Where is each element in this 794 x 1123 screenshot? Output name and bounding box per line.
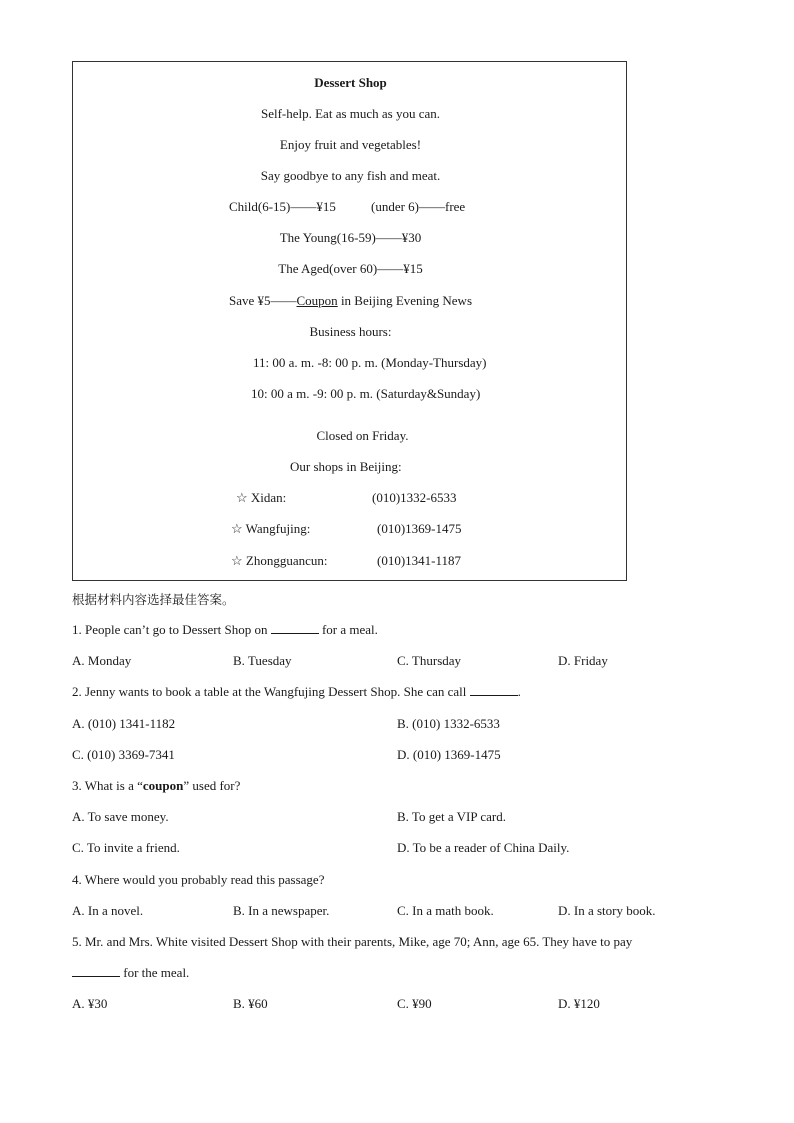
option: C. ¥90 <box>397 996 432 1011</box>
option: C. Thursday <box>397 653 462 668</box>
option: B. ¥60 <box>233 996 268 1011</box>
closed-note: Closed on Friday. <box>316 428 409 443</box>
shop-phone: (010)1332-6533 <box>372 490 457 505</box>
answer-blank <box>271 622 319 634</box>
question-4: 4. Where would you probably read this passage? <box>72 872 325 887</box>
shops-label: Our shops in Beijing: <box>290 459 402 474</box>
question-2 <box>72 684 521 700</box>
price-under-six: (under 6)——free <box>371 199 466 214</box>
option: A. Monday <box>72 653 132 668</box>
option: C. To invite a friend. <box>72 840 180 855</box>
question-1 <box>72 622 378 638</box>
option: C. (010) 3369-7341 <box>72 747 175 762</box>
option: A. In a novel. <box>72 903 144 918</box>
option: D. In a story book. <box>558 903 656 918</box>
question-stem-end: for a meal. <box>318 622 378 637</box>
shop-name: ☆ Xidan: <box>236 490 287 505</box>
option: B. In a newspaper. <box>233 903 330 918</box>
shop-name: ☆ Wangfujing: <box>231 521 311 536</box>
coupon-pre: Save ¥5—— <box>228 293 297 308</box>
hours-weekday: 11: 00 a. m. -8: 00 p. m. (Monday-Thursday) <box>253 355 487 370</box>
notice-line-selfhelp: Self-help. Eat as much as you can. <box>260 106 441 121</box>
notice-line-fruit: Enjoy fruit and vegetables! <box>279 137 422 152</box>
answer-blank <box>470 684 518 696</box>
hours-label: Business hours: <box>309 324 392 339</box>
option: A. (010) 1341-1182 <box>72 716 176 731</box>
hours-weekend: 10: 00 a m. -9: 00 p. m. (Saturday&Sunday) <box>251 386 481 401</box>
question-stem: 3. What is a “ <box>72 778 143 793</box>
option: B. (010) 1332-6533 <box>397 716 500 731</box>
notice-line-goodbye: Say goodbye to any fish and meat. <box>260 168 441 183</box>
answer-blank <box>72 965 120 977</box>
question-stem-end: . <box>517 684 521 699</box>
coupon-line <box>73 293 628 309</box>
option: B. Tuesday <box>233 653 292 668</box>
coupon-post: in Beijing Evening News <box>337 293 473 308</box>
question-5-continued <box>72 965 189 981</box>
shop-name: ☆ Zhongguancun: <box>231 553 328 568</box>
option: C. In a math book. <box>397 903 494 918</box>
question-stem-end: for the meal. <box>120 965 190 980</box>
option: D. To be a reader of China Daily. <box>397 840 570 855</box>
instruction: 根据材料内容选择最佳答案。 <box>72 592 235 607</box>
shop-phone: (010)1341-1187 <box>377 553 462 568</box>
option: B. To get a VIP card. <box>397 809 506 824</box>
price-young: The Young(16-59)——¥30 <box>279 230 422 245</box>
option: D. Friday <box>558 653 608 668</box>
option: A. To save money. <box>72 809 169 824</box>
dessert-shop-notice <box>72 61 627 581</box>
option: D. (010) 1369-1475 <box>397 747 501 762</box>
question-3 <box>72 778 240 794</box>
question-stem: 1. People can’t go to Dessert Shop on <box>72 622 271 637</box>
question-5: 5. Mr. and Mrs. White visited Dessert Shop with their parents, Mike, age 70; Ann, age 65. They have to pay <box>72 934 633 949</box>
question-stem-end: ” used for? <box>183 778 241 793</box>
question-keyword: coupon <box>142 778 184 793</box>
price-child: Child(6-15)——¥15 <box>229 199 336 214</box>
notice-title: Dessert Shop <box>314 75 387 90</box>
option: D. ¥120 <box>558 996 600 1011</box>
coupon-word: Coupon <box>296 293 338 308</box>
shop-phone: (010)1369-1475 <box>377 521 462 536</box>
price-aged: The Aged(over 60)——¥15 <box>278 261 423 276</box>
option: A. ¥30 <box>72 996 108 1011</box>
question-stem: 2. Jenny wants to book a table at the Wangfujing Dessert Shop. She can call <box>72 684 470 699</box>
